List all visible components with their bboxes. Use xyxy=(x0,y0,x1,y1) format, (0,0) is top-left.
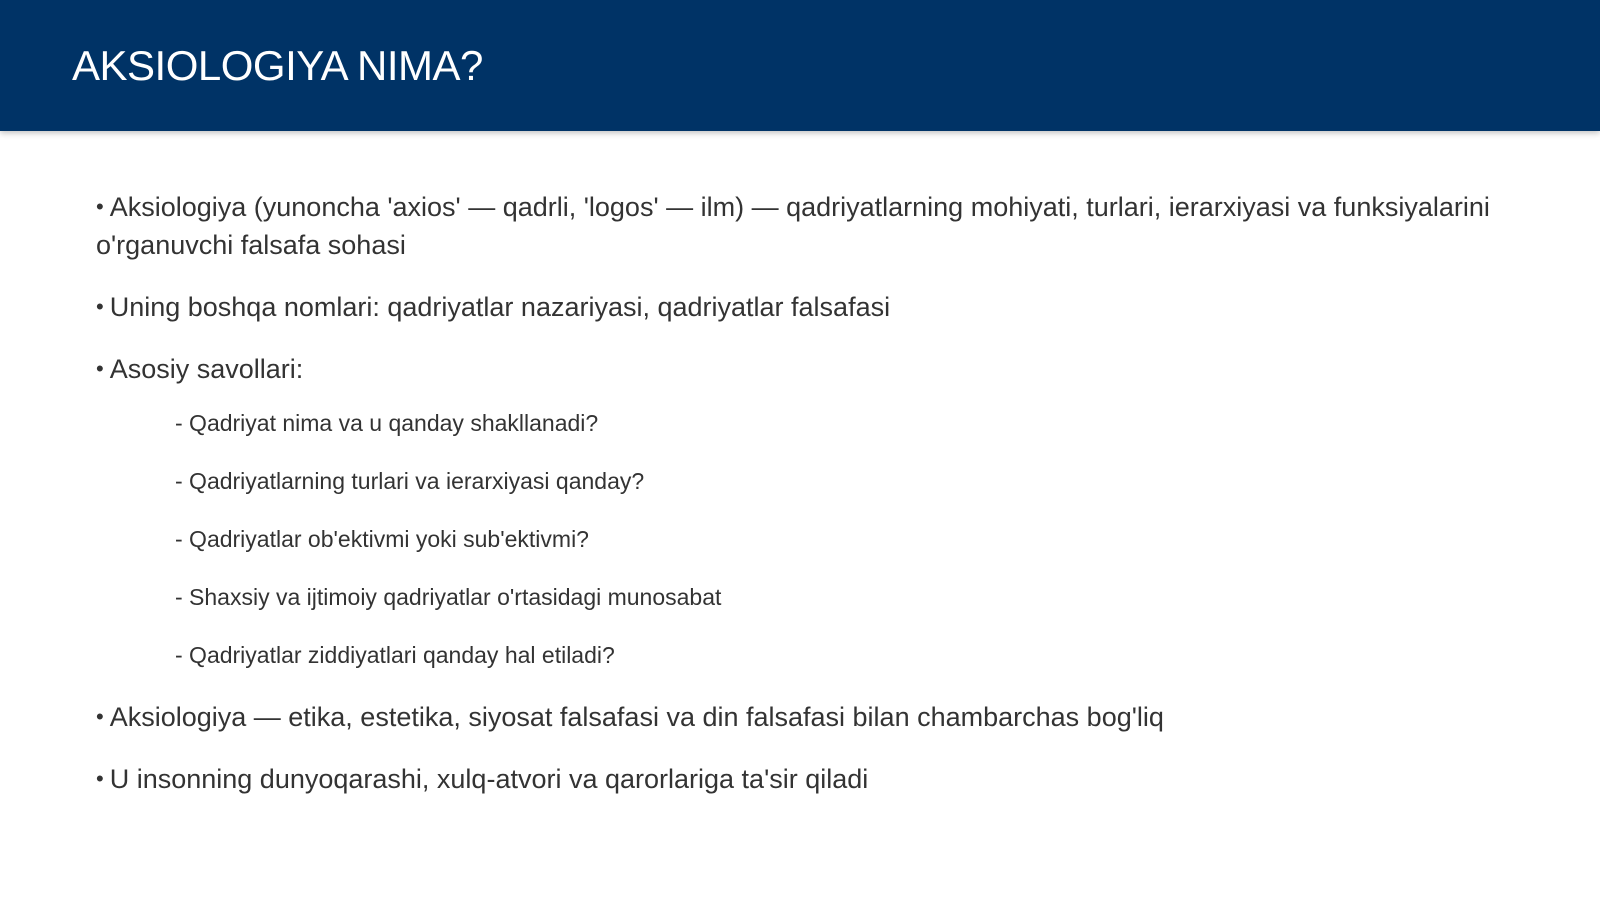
slide-header xyxy=(0,0,1600,131)
slide-body xyxy=(96,188,1496,822)
bullet-text: Asosiy savollari: xyxy=(109,354,304,384)
bullet-item xyxy=(96,350,1496,388)
bullet-icon: • xyxy=(96,194,104,219)
bullet-text: Aksiologiya (yunoncha 'axios' — qadrli, 'logos' — ilm) — qadriyatlarning mohiyati, turlari, ierarxiyasi va funksiyalarini o'rganuvchi falsafa sohasi xyxy=(96,192,1490,260)
bullet-item xyxy=(96,288,1496,326)
sub-question-item: - Qadriyatlar ziddiyatlari qanday hal etiladi? xyxy=(175,642,615,668)
sub-question-item: - Qadriyatlar ob'ektivmi yoki sub'ektivmi? xyxy=(175,526,589,552)
bullet-icon: • xyxy=(96,356,104,381)
slide-title: AKSIOLOGIYA NIMA? xyxy=(72,42,483,89)
bullet-icon: • xyxy=(96,766,104,791)
bullet-text: U insonning dunyoqarashi, xulq-atvori va qarorlariga ta'sir qiladi xyxy=(109,764,869,794)
bullet-icon: • xyxy=(96,704,104,729)
bullet-text: Uning boshqa nomlari: qadriyatlar nazariyasi, qadriyatlar falsafasi xyxy=(109,292,891,322)
bullet-text: Aksiologiya — etika, estetika, siyosat falsafasi va din falsafasi bilan chambarchas bog'liq xyxy=(109,702,1164,732)
sub-question-list xyxy=(175,408,1496,670)
bullet-item xyxy=(96,760,1496,798)
bullet-item xyxy=(96,698,1496,736)
bullet-item xyxy=(96,188,1496,264)
sub-question-item: - Qadriyat nima va u qanday shakllanadi? xyxy=(175,410,599,436)
sub-question-item: - Qadriyatlarning turlari va ierarxiyasi qanday? xyxy=(175,468,645,494)
bullet-icon: • xyxy=(96,294,104,319)
sub-question-item: - Shaxsiy va ijtimoiy qadriyatlar o'rtasidagi munosabat xyxy=(175,584,722,610)
